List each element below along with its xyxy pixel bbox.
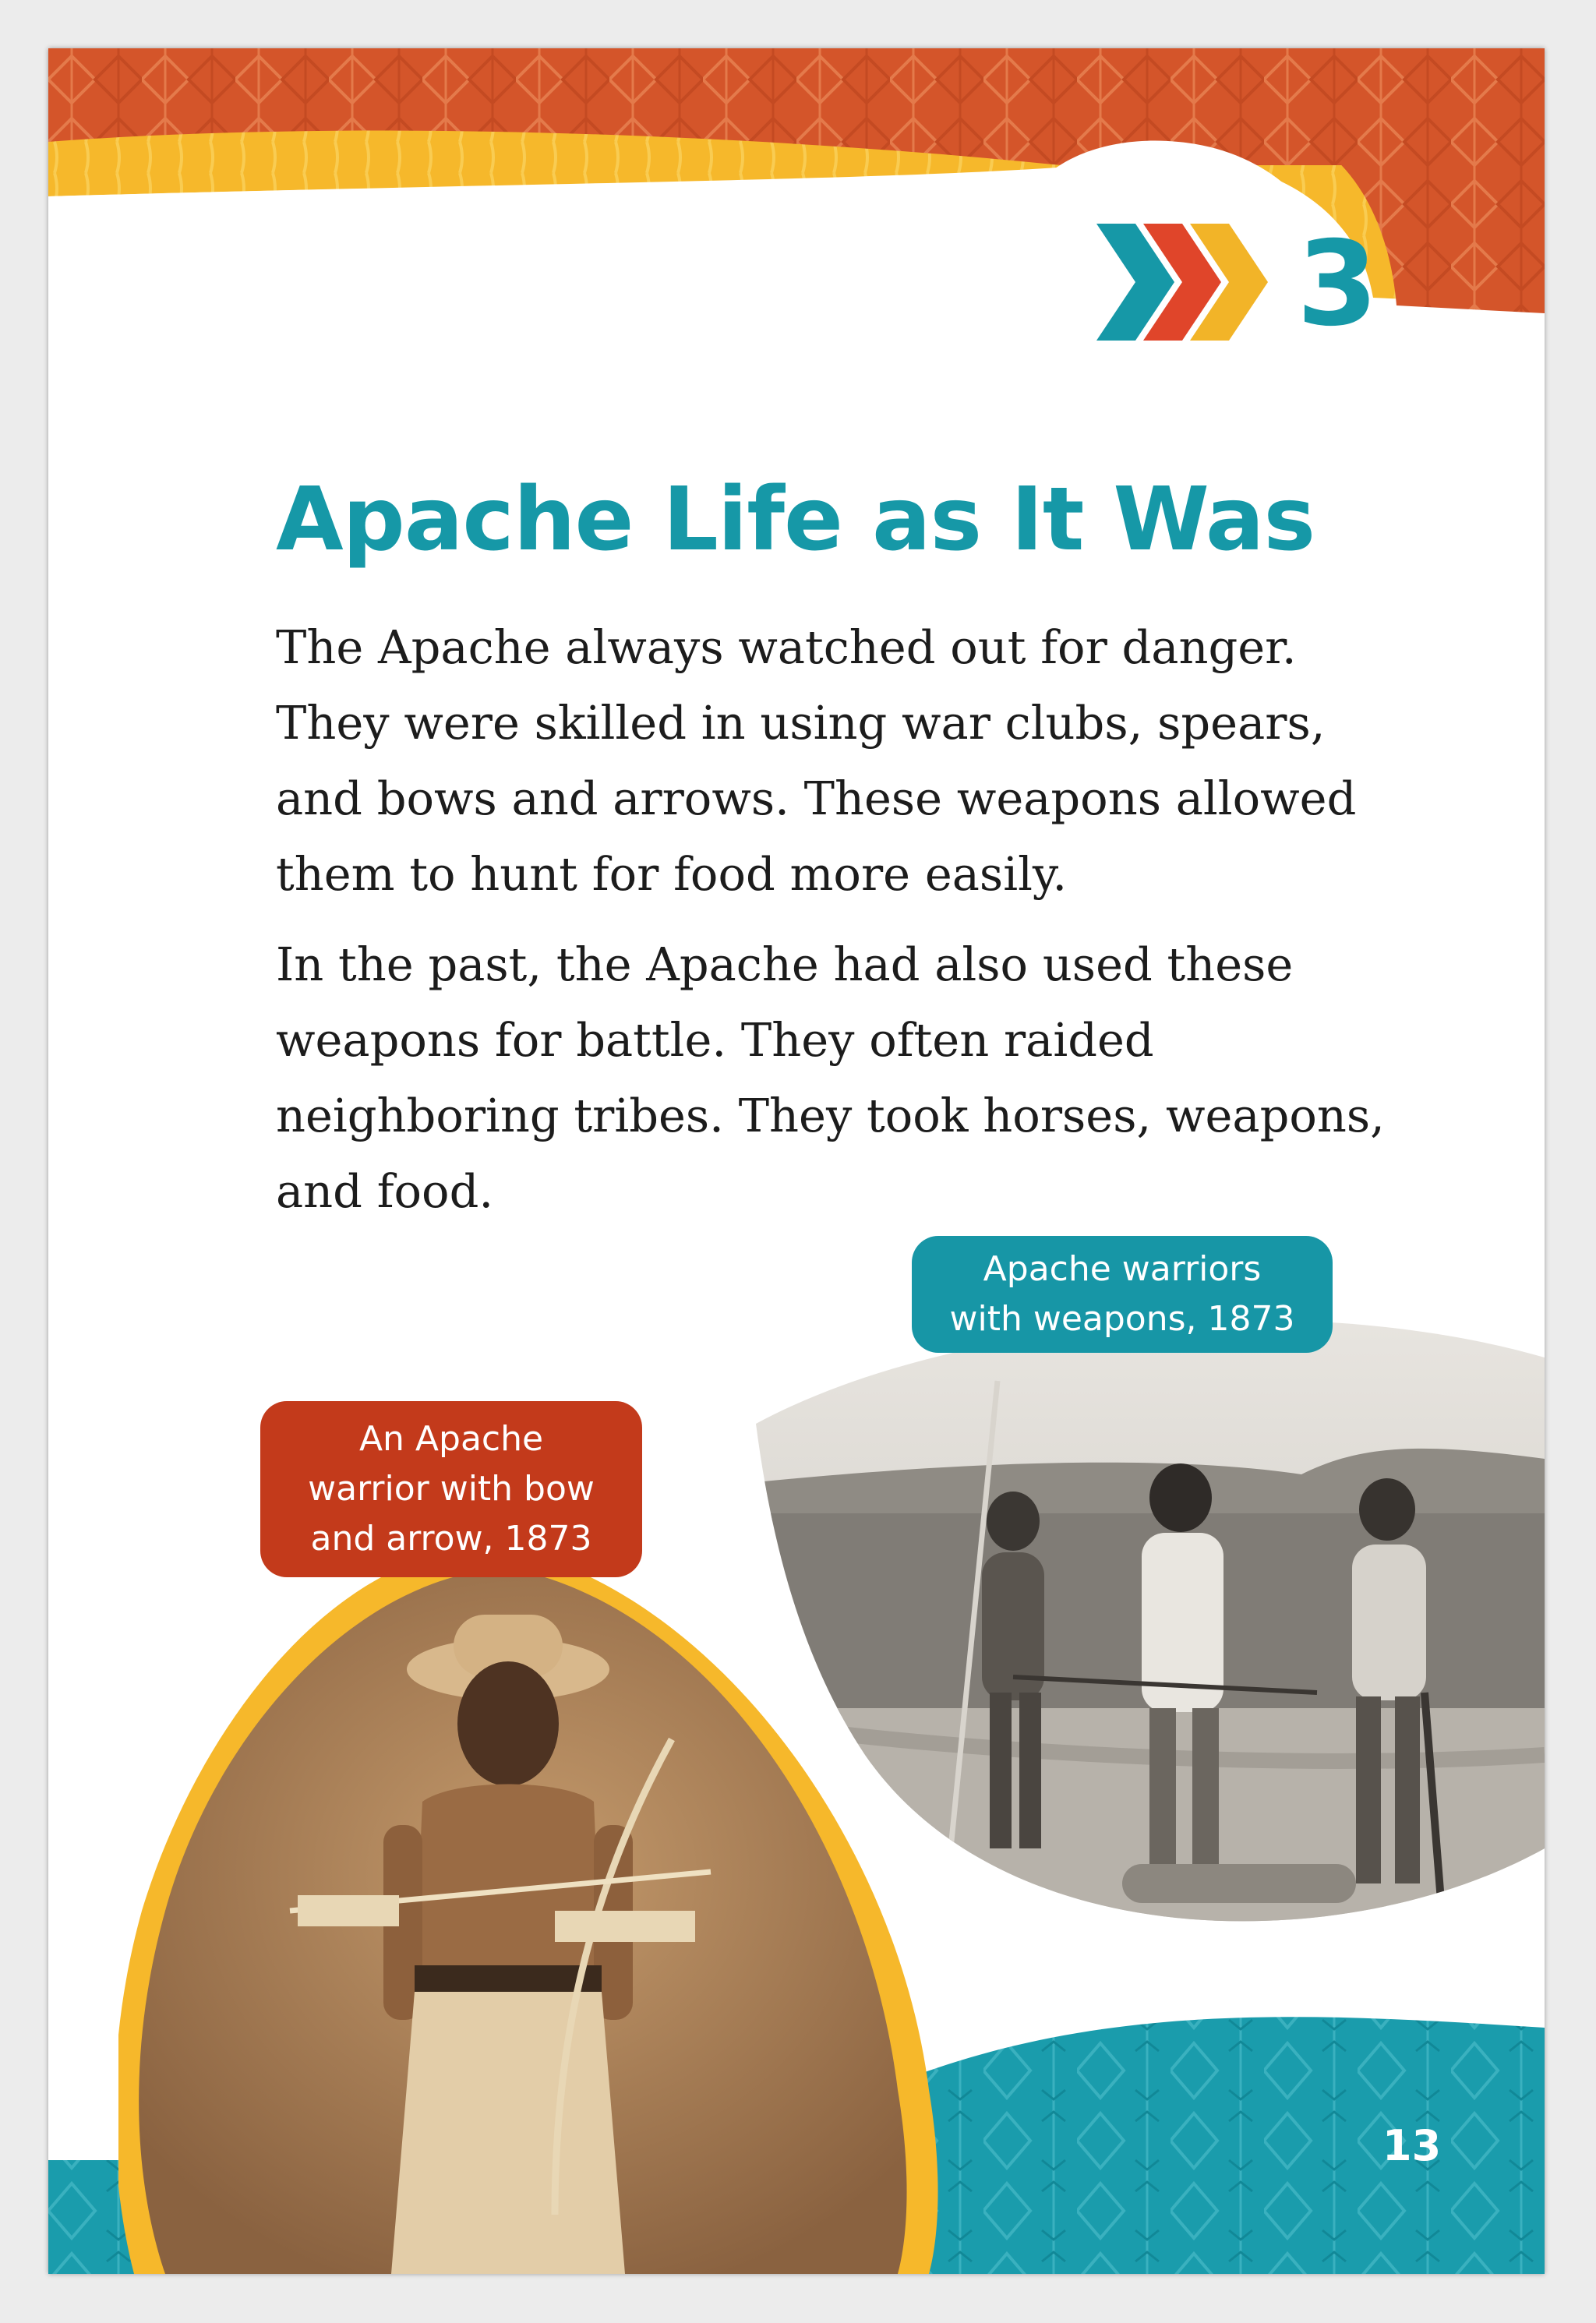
caption-line: warrior with bow bbox=[308, 1469, 595, 1509]
caption-line: with weapons, 1873 bbox=[949, 1299, 1295, 1339]
paragraph-line: The Apache always watched out for danger. bbox=[276, 620, 1297, 674]
caption-line: Apache warriors bbox=[983, 1249, 1262, 1289]
caption-warriors bbox=[912, 1236, 1333, 1353]
caption-line: An Apache bbox=[358, 1419, 544, 1459]
paragraph-line: and food. bbox=[276, 1164, 494, 1218]
book-page bbox=[48, 48, 1545, 2274]
apache-bow-warrior-photo bbox=[118, 1545, 945, 2274]
chapter-number: 3 bbox=[1297, 217, 1379, 352]
paragraph-line: In the past, the Apache had also used these bbox=[276, 937, 1294, 991]
paragraph-line: neighboring tribes. They took horses, weapons, bbox=[276, 1089, 1385, 1142]
caption-line: and arrow, 1873 bbox=[310, 1519, 592, 1559]
paragraph-line: They were skilled in using war clubs, spears, bbox=[276, 696, 1326, 750]
paragraph-line: and bows and arrows. These weapons allowed bbox=[276, 771, 1357, 825]
caption-bow-warrior bbox=[260, 1401, 642, 1577]
page-number: 13 bbox=[1382, 2121, 1442, 2170]
paragraph-2 bbox=[276, 927, 1414, 1229]
triple-chevron-icon bbox=[1096, 224, 1291, 341]
paragraph-line: them to hunt for food more easily. bbox=[276, 847, 1068, 901]
page-title: Apache Life as It Was bbox=[276, 469, 1315, 570]
paragraph-line: weapons for battle. They often raided bbox=[276, 1013, 1154, 1067]
paragraph-1 bbox=[276, 609, 1414, 912]
